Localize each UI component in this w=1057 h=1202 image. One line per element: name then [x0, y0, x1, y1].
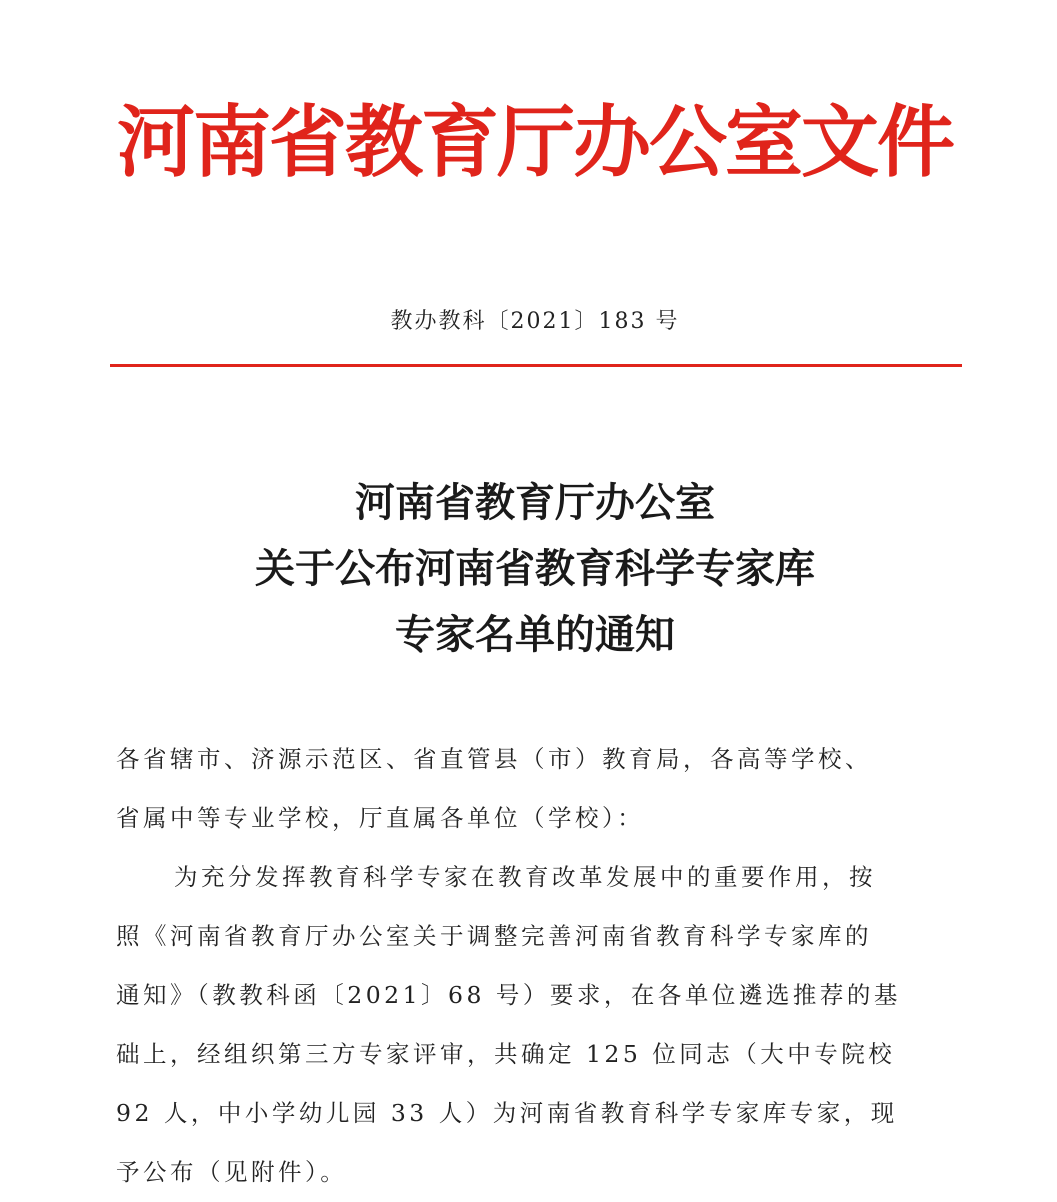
- paragraph-line-1: 为充分发挥教育科学专家在教育改革发展中的重要作用，按: [174, 863, 876, 891]
- recipients-line-1: 各省辖市、济源示范区、省直管县（市）教育局，各高等学校、: [116, 745, 872, 773]
- recipients-line-2: 省属中等专业学校，厅直属各单位（学校）：: [116, 804, 645, 832]
- notice-title-line-3: 专家名单的通知: [395, 612, 675, 658]
- red-divider-line: [110, 364, 962, 367]
- notice-body: [116, 730, 964, 1202]
- document-number: 教办教科〔2021〕183 号: [390, 309, 680, 334]
- paragraph-line-5: 92 人，中小学幼儿园 33 人）为河南省教育科学专家库专家，现: [116, 1099, 898, 1127]
- paragraph-line-4: 础上，经组织第三方专家评审，共确定 125 位同志（大中专院校: [116, 1040, 896, 1068]
- masthead-title: 河南省教育厅办公室文件: [116, 98, 953, 188]
- notice-title-line-2: 关于公布河南省教育科学专家库: [255, 546, 815, 592]
- paragraph-line-3: 通知》（教教科函〔2021〕68 号）要求，在各单位遴选推荐的基: [116, 981, 901, 1009]
- paragraph-line-6: 予公布（见附件）。: [116, 1158, 348, 1186]
- notice-title-line-1: 河南省教育厅办公室: [355, 480, 715, 526]
- notice-title: [110, 470, 960, 668]
- paragraph-line-2: 照《河南省教育厅办公室关于调整完善河南省教育科学专家库的: [116, 922, 872, 950]
